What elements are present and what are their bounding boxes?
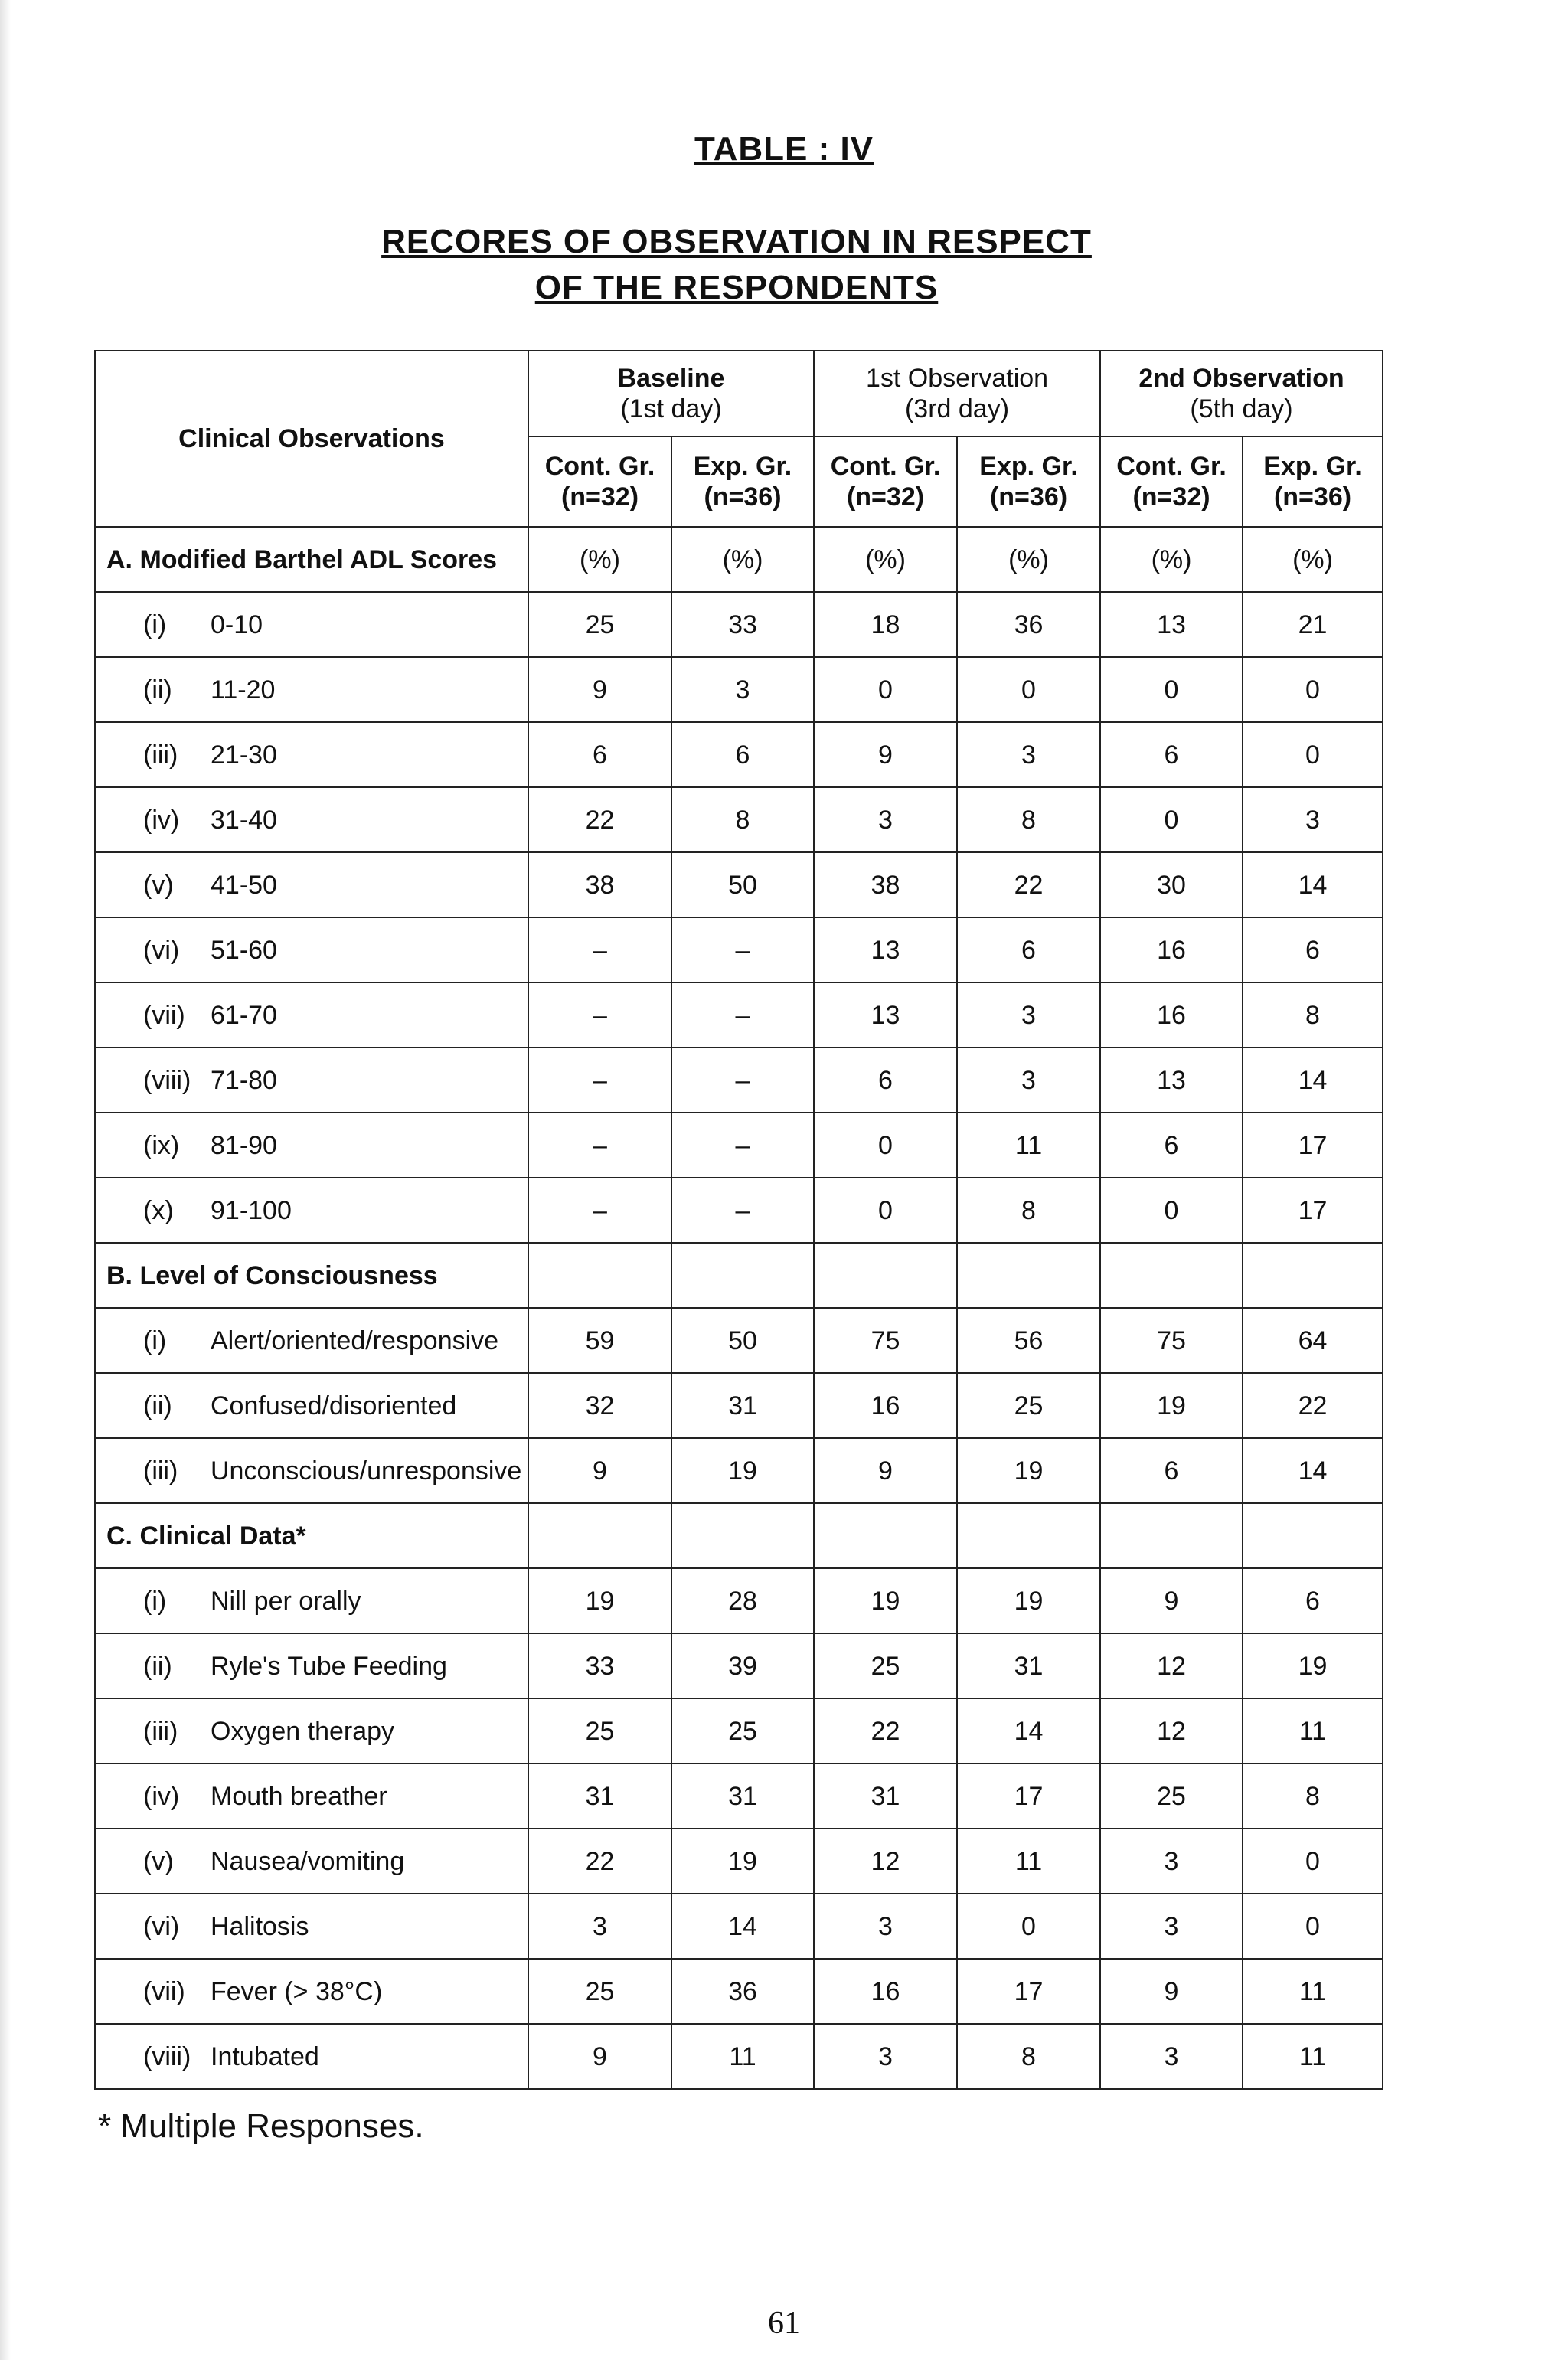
table-row bbox=[95, 1829, 1383, 1894]
value-cell: 0 bbox=[1243, 1894, 1383, 1959]
value-cell: 9 bbox=[1100, 1568, 1243, 1633]
row-label: Confused/disoriented bbox=[211, 1391, 457, 1420]
section-unit-cell: (%) bbox=[671, 527, 814, 592]
header-group-line1: 1st Observation bbox=[865, 364, 1049, 393]
value-cell: 50 bbox=[671, 1308, 814, 1373]
row-number: (iv) bbox=[143, 1781, 180, 1811]
sub-line1: Exp. Gr. bbox=[693, 452, 792, 481]
table-row bbox=[95, 787, 1383, 852]
value-cell: 9 bbox=[814, 1438, 957, 1503]
row-label: Oxygen therapy bbox=[211, 1716, 395, 1746]
value-cell: 33 bbox=[671, 592, 814, 657]
value-cell: 36 bbox=[957, 592, 1100, 657]
row-label-cell bbox=[95, 1373, 528, 1438]
section-unit-cell: (%) bbox=[528, 527, 671, 592]
header-sub-cell bbox=[957, 436, 1100, 527]
value-cell: 3 bbox=[528, 1894, 671, 1959]
value-cell: 25 bbox=[1100, 1763, 1243, 1829]
value-cell: 56 bbox=[957, 1308, 1100, 1373]
value-cell: 75 bbox=[814, 1308, 957, 1373]
table-row bbox=[95, 1763, 1383, 1829]
row-label-cell bbox=[95, 1829, 528, 1894]
value-cell: 25 bbox=[528, 1698, 671, 1763]
value-cell: 22 bbox=[528, 1829, 671, 1894]
row-label-cell bbox=[95, 2024, 528, 2089]
value-cell: 14 bbox=[1243, 1048, 1383, 1113]
value-cell: 6 bbox=[671, 722, 814, 787]
sub-line2: (n=36) bbox=[989, 482, 1068, 512]
row-label: 61-70 bbox=[211, 1000, 277, 1030]
row-number: (vii) bbox=[143, 1976, 185, 2006]
value-cell: 6 bbox=[814, 1048, 957, 1113]
sub-line2: (n=36) bbox=[1273, 482, 1352, 512]
table-row bbox=[95, 917, 1383, 982]
header-row-groups bbox=[95, 351, 1383, 436]
row-label: 31-40 bbox=[211, 805, 277, 835]
value-cell: 0 bbox=[814, 1178, 957, 1243]
value-cell: 3 bbox=[814, 1894, 957, 1959]
row-number: (viii) bbox=[143, 1065, 191, 1095]
value-cell: 0 bbox=[957, 657, 1100, 722]
value-cell: 8 bbox=[1243, 982, 1383, 1048]
table-row bbox=[95, 2024, 1383, 2089]
value-cell: 3 bbox=[1100, 1894, 1243, 1959]
section-unit-cell bbox=[671, 1503, 814, 1568]
row-number: (ii) bbox=[143, 675, 172, 704]
value-cell: 33 bbox=[528, 1633, 671, 1698]
section-header-row bbox=[95, 527, 1383, 592]
value-cell: 6 bbox=[957, 917, 1100, 982]
value-cell: 14 bbox=[1243, 1438, 1383, 1503]
row-label: Intubated bbox=[211, 2041, 319, 2071]
value-cell: 6 bbox=[528, 722, 671, 787]
value-cell: 19 bbox=[1243, 1633, 1383, 1698]
row-label: Halitosis bbox=[211, 1911, 309, 1941]
row-label: 71-80 bbox=[211, 1065, 277, 1095]
value-cell: 38 bbox=[528, 852, 671, 917]
value-cell: 0 bbox=[814, 1113, 957, 1178]
value-cell: 22 bbox=[957, 852, 1100, 917]
row-label-cell bbox=[95, 917, 528, 982]
value-cell: 11 bbox=[1243, 1959, 1383, 2024]
value-cell: 6 bbox=[1100, 722, 1243, 787]
row-number: (viii) bbox=[143, 2041, 191, 2071]
value-cell: – bbox=[528, 982, 671, 1048]
value-cell: 19 bbox=[671, 1438, 814, 1503]
value-cell: 39 bbox=[671, 1633, 814, 1698]
value-cell: 14 bbox=[671, 1894, 814, 1959]
header-group-line1: Baseline bbox=[617, 364, 725, 393]
value-cell: 0 bbox=[814, 657, 957, 722]
value-cell: 19 bbox=[1100, 1373, 1243, 1438]
table-row bbox=[95, 1568, 1383, 1633]
table-row bbox=[95, 982, 1383, 1048]
header-group-baseline bbox=[528, 351, 814, 436]
row-label-cell bbox=[95, 657, 528, 722]
value-cell: 8 bbox=[957, 787, 1100, 852]
row-label-cell bbox=[95, 1438, 528, 1503]
row-label-cell bbox=[95, 982, 528, 1048]
value-cell: 6 bbox=[1100, 1438, 1243, 1503]
value-cell: 31 bbox=[528, 1763, 671, 1829]
header-sub-cell bbox=[528, 436, 671, 527]
value-cell: 13 bbox=[1100, 592, 1243, 657]
section-unit-cell bbox=[957, 1243, 1100, 1308]
section-unit-cell bbox=[1243, 1503, 1383, 1568]
section-unit-cell bbox=[814, 1243, 957, 1308]
value-cell: 75 bbox=[1100, 1308, 1243, 1373]
row-number: (iii) bbox=[143, 740, 178, 770]
value-cell: 8 bbox=[1243, 1763, 1383, 1829]
table-row bbox=[95, 1959, 1383, 2024]
section-unit-cell bbox=[1243, 1243, 1383, 1308]
row-number: (ii) bbox=[143, 1651, 172, 1681]
observation-table bbox=[94, 350, 1383, 2090]
value-cell: 64 bbox=[1243, 1308, 1383, 1373]
value-cell: 12 bbox=[814, 1829, 957, 1894]
value-cell: 19 bbox=[528, 1568, 671, 1633]
sub-line1: Exp. Gr. bbox=[1263, 452, 1362, 481]
value-cell: 21 bbox=[1243, 592, 1383, 657]
header-group-line2: (5th day) bbox=[1190, 394, 1293, 423]
value-cell: 0 bbox=[1243, 1829, 1383, 1894]
sub-line1: Cont. Gr. bbox=[1116, 452, 1227, 481]
value-cell: 31 bbox=[671, 1373, 814, 1438]
value-cell: 13 bbox=[814, 982, 957, 1048]
value-cell: 11 bbox=[957, 1829, 1100, 1894]
section-unit-cell bbox=[528, 1503, 671, 1568]
value-cell: 3 bbox=[1100, 2024, 1243, 2089]
footnote: * Multiple Responses. bbox=[98, 2107, 424, 2145]
row-label-cell bbox=[95, 1113, 528, 1178]
row-number: (ix) bbox=[143, 1130, 180, 1160]
header-group-line1: 2nd Observation bbox=[1138, 364, 1344, 393]
header-group-line2: (1st day) bbox=[620, 394, 722, 423]
value-cell: 3 bbox=[957, 722, 1100, 787]
value-cell: 22 bbox=[1243, 1373, 1383, 1438]
value-cell: 0 bbox=[1100, 787, 1243, 852]
value-cell: 11 bbox=[957, 1113, 1100, 1178]
row-number: (iv) bbox=[143, 805, 180, 835]
section-header-row bbox=[95, 1243, 1383, 1308]
row-number: (i) bbox=[143, 610, 167, 639]
value-cell: – bbox=[528, 917, 671, 982]
section-unit-cell bbox=[814, 1503, 957, 1568]
value-cell: 3 bbox=[814, 787, 957, 852]
row-label-cell bbox=[95, 1894, 528, 1959]
row-label: 51-60 bbox=[211, 935, 277, 965]
row-label-cell bbox=[95, 1308, 528, 1373]
row-label: Ryle's Tube Feeding bbox=[211, 1651, 447, 1681]
row-label-cell bbox=[95, 1568, 528, 1633]
value-cell: 16 bbox=[814, 1373, 957, 1438]
section-unit-cell: (%) bbox=[1100, 527, 1243, 592]
row-number: (iii) bbox=[143, 1456, 178, 1486]
section-title: B. Level of Consciousness bbox=[95, 1243, 528, 1308]
value-cell: 13 bbox=[814, 917, 957, 982]
value-cell: – bbox=[671, 917, 814, 982]
value-cell: 25 bbox=[528, 1959, 671, 2024]
value-cell: 22 bbox=[528, 787, 671, 852]
value-cell: 59 bbox=[528, 1308, 671, 1373]
section-title: A. Modified Barthel ADL Scores bbox=[95, 527, 528, 592]
value-cell: 11 bbox=[1243, 2024, 1383, 2089]
value-cell: – bbox=[671, 1178, 814, 1243]
value-cell: 18 bbox=[814, 592, 957, 657]
row-number: (ii) bbox=[143, 1391, 172, 1420]
row-label: Mouth breather bbox=[211, 1781, 387, 1811]
value-cell: 6 bbox=[1243, 1568, 1383, 1633]
table-row bbox=[95, 852, 1383, 917]
value-cell: 0 bbox=[1100, 657, 1243, 722]
row-label: Nausea/vomiting bbox=[211, 1846, 405, 1876]
section-unit-cell: (%) bbox=[814, 527, 957, 592]
row-number: (v) bbox=[143, 1846, 174, 1876]
value-cell: 0 bbox=[1243, 722, 1383, 787]
value-cell: 17 bbox=[1243, 1113, 1383, 1178]
table-title: TABLE : IV bbox=[694, 130, 874, 168]
value-cell: 36 bbox=[671, 1959, 814, 2024]
row-label: Unconscious/unresponsive bbox=[211, 1456, 522, 1486]
table-row bbox=[95, 1373, 1383, 1438]
header-sub-cell bbox=[671, 436, 814, 527]
value-cell: 25 bbox=[814, 1633, 957, 1698]
row-number: (vi) bbox=[143, 1911, 180, 1941]
value-cell: 14 bbox=[957, 1698, 1100, 1763]
value-cell: 17 bbox=[957, 1763, 1100, 1829]
value-cell: 16 bbox=[814, 1959, 957, 2024]
table-row bbox=[95, 1113, 1383, 1178]
row-label: 21-30 bbox=[211, 740, 277, 770]
row-label: Fever (> 38°C) bbox=[211, 1976, 383, 2006]
value-cell: 11 bbox=[1243, 1698, 1383, 1763]
table-row bbox=[95, 1048, 1383, 1113]
value-cell: 0 bbox=[1100, 1178, 1243, 1243]
row-label-cell bbox=[95, 1048, 528, 1113]
row-label-cell bbox=[95, 1178, 528, 1243]
value-cell: 19 bbox=[671, 1829, 814, 1894]
section-unit-cell bbox=[671, 1243, 814, 1308]
row-number: (i) bbox=[143, 1586, 167, 1616]
header-group-line2: (3rd day) bbox=[904, 394, 1010, 423]
value-cell: 9 bbox=[814, 722, 957, 787]
value-cell: 19 bbox=[957, 1438, 1100, 1503]
value-cell: 9 bbox=[528, 1438, 671, 1503]
scan-edge-shadow bbox=[0, 0, 11, 2360]
row-number: (vii) bbox=[143, 1000, 185, 1030]
value-cell: 0 bbox=[1243, 657, 1383, 722]
header-sub-cell bbox=[1243, 436, 1383, 527]
section-unit-cell: (%) bbox=[1243, 527, 1383, 592]
row-label-cell bbox=[95, 1959, 528, 2024]
value-cell: 9 bbox=[528, 2024, 671, 2089]
row-label: 11-20 bbox=[211, 675, 276, 704]
value-cell: 11 bbox=[671, 2024, 814, 2089]
sub-line1: Cont. Gr. bbox=[830, 452, 941, 481]
value-cell: 3 bbox=[671, 657, 814, 722]
value-cell: 50 bbox=[671, 852, 814, 917]
value-cell: 30 bbox=[1100, 852, 1243, 917]
value-cell: 3 bbox=[957, 982, 1100, 1048]
header-clinical-observations: Clinical Observations bbox=[95, 351, 528, 527]
value-cell: 8 bbox=[671, 787, 814, 852]
table-row bbox=[95, 722, 1383, 787]
table-row bbox=[95, 1178, 1383, 1243]
value-cell: 6 bbox=[1243, 917, 1383, 982]
row-label-cell bbox=[95, 722, 528, 787]
row-number: (iii) bbox=[143, 1716, 178, 1746]
row-number: (v) bbox=[143, 870, 174, 900]
value-cell: 3 bbox=[957, 1048, 1100, 1113]
table-row bbox=[95, 1438, 1383, 1503]
section-unit-cell bbox=[1100, 1503, 1243, 1568]
sub-line2: (n=32) bbox=[560, 482, 639, 512]
value-cell: 14 bbox=[1243, 852, 1383, 917]
row-label: Alert/oriented/responsive bbox=[211, 1325, 499, 1355]
row-number: (i) bbox=[143, 1325, 167, 1355]
sub-line2: (n=32) bbox=[1132, 482, 1210, 512]
table-row bbox=[95, 1308, 1383, 1373]
section-header-row bbox=[95, 1503, 1383, 1568]
value-cell: 25 bbox=[528, 592, 671, 657]
value-cell: 9 bbox=[1100, 1959, 1243, 2024]
value-cell: 31 bbox=[671, 1763, 814, 1829]
value-cell: 31 bbox=[814, 1763, 957, 1829]
value-cell: 19 bbox=[957, 1568, 1100, 1633]
header-sub-cell bbox=[1100, 436, 1243, 527]
value-cell: 17 bbox=[957, 1959, 1100, 2024]
value-cell: 13 bbox=[1100, 1048, 1243, 1113]
row-label: 0-10 bbox=[211, 610, 263, 639]
value-cell: 3 bbox=[814, 2024, 957, 2089]
header-sub-cell bbox=[814, 436, 957, 527]
row-label-cell bbox=[95, 1763, 528, 1829]
value-cell: 12 bbox=[1100, 1633, 1243, 1698]
value-cell: – bbox=[671, 1048, 814, 1113]
value-cell: 17 bbox=[1243, 1178, 1383, 1243]
section-title: C. Clinical Data* bbox=[95, 1503, 528, 1568]
value-cell: – bbox=[528, 1048, 671, 1113]
row-label-cell bbox=[95, 592, 528, 657]
row-label-cell bbox=[95, 1633, 528, 1698]
sub-line2: (n=36) bbox=[704, 482, 782, 512]
table-row bbox=[95, 657, 1383, 722]
section-unit-cell bbox=[528, 1243, 671, 1308]
row-label-cell bbox=[95, 787, 528, 852]
table-subtitle: RECORES OF OBSERVATION IN RESPECT OF THE RESPONDENTS bbox=[381, 223, 1092, 306]
value-cell: 9 bbox=[528, 657, 671, 722]
row-number: (vi) bbox=[143, 935, 180, 965]
table-row bbox=[95, 1894, 1383, 1959]
row-label-cell bbox=[95, 852, 528, 917]
row-label: Nill per orally bbox=[211, 1586, 361, 1616]
observation-table-body bbox=[95, 351, 1383, 2089]
value-cell: 8 bbox=[957, 1178, 1100, 1243]
row-label: 81-90 bbox=[211, 1130, 277, 1160]
table-row bbox=[95, 1698, 1383, 1763]
value-cell: 19 bbox=[814, 1568, 957, 1633]
value-cell: – bbox=[528, 1113, 671, 1178]
value-cell: – bbox=[671, 982, 814, 1048]
value-cell: 25 bbox=[671, 1698, 814, 1763]
value-cell: 0 bbox=[957, 1894, 1100, 1959]
section-unit-cell bbox=[1100, 1243, 1243, 1308]
row-number: (x) bbox=[143, 1195, 174, 1225]
value-cell: 8 bbox=[957, 2024, 1100, 2089]
table-row bbox=[95, 592, 1383, 657]
value-cell: – bbox=[528, 1178, 671, 1243]
value-cell: 28 bbox=[671, 1568, 814, 1633]
value-cell: 31 bbox=[957, 1633, 1100, 1698]
value-cell: 16 bbox=[1100, 917, 1243, 982]
row-label: 91-100 bbox=[211, 1195, 292, 1225]
header-group-2nd-observation bbox=[1100, 351, 1383, 436]
value-cell: – bbox=[671, 1113, 814, 1178]
sub-line1: Exp. Gr. bbox=[979, 452, 1078, 481]
value-cell: 25 bbox=[957, 1373, 1100, 1438]
header-group-1st-observation bbox=[814, 351, 1100, 436]
section-unit-cell bbox=[957, 1503, 1100, 1568]
value-cell: 3 bbox=[1100, 1829, 1243, 1894]
sub-line2: (n=32) bbox=[846, 482, 925, 512]
value-cell: 12 bbox=[1100, 1698, 1243, 1763]
value-cell: 16 bbox=[1100, 982, 1243, 1048]
value-cell: 38 bbox=[814, 852, 957, 917]
value-cell: 32 bbox=[528, 1373, 671, 1438]
row-label-cell bbox=[95, 1698, 528, 1763]
value-cell: 6 bbox=[1100, 1113, 1243, 1178]
value-cell: 3 bbox=[1243, 787, 1383, 852]
row-label: 41-50 bbox=[211, 870, 277, 900]
section-unit-cell: (%) bbox=[957, 527, 1100, 592]
value-cell: 22 bbox=[814, 1698, 957, 1763]
table-row bbox=[95, 1633, 1383, 1698]
sub-line1: Cont. Gr. bbox=[544, 452, 655, 481]
page-number: 61 bbox=[768, 2306, 800, 2341]
